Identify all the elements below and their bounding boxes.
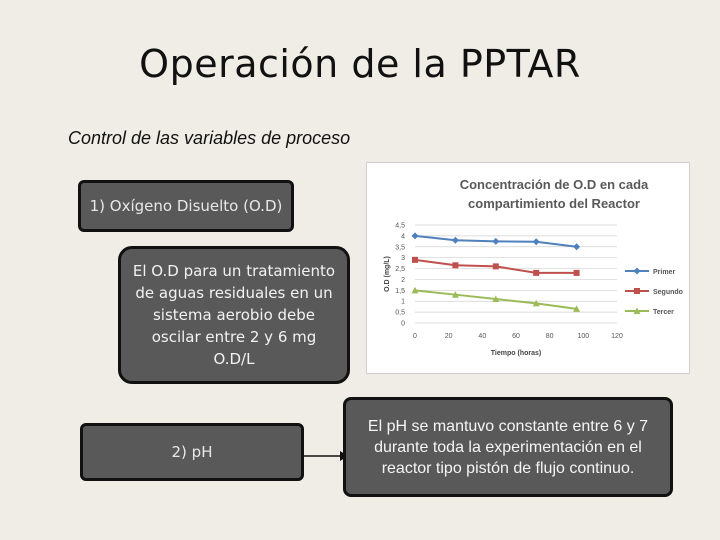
od-chart-svg — [367, 163, 689, 373]
data-point-segundo — [452, 262, 458, 268]
od-description-box — [118, 246, 350, 384]
legend-label-primer: Primer — [653, 269, 676, 276]
data-point-primer — [533, 238, 540, 245]
legend-marker-segundo — [634, 288, 640, 294]
x-tick-label: 80 — [545, 333, 554, 340]
y-tick-label: 4 — [401, 233, 405, 241]
od-description: El O.D para un tratamiento de aguas residuales en un sistema aerobio debe oscilar entre 2 y 6 mg O.D/L — [132, 262, 336, 368]
od-label-box — [78, 180, 294, 232]
ph-description-box — [343, 397, 673, 497]
x-tick-label: 0 — [413, 333, 417, 340]
data-point-primer — [412, 232, 419, 239]
legend-label-segundo: Segundo — [653, 289, 683, 296]
od-chart — [366, 162, 690, 374]
data-point-segundo — [533, 270, 539, 276]
chart-title-line-2: compartimiento del Reactor — [468, 196, 640, 211]
x-tick-label: 20 — [444, 333, 453, 340]
x-axis-label: Tiempo (horas) — [490, 350, 542, 357]
ph-label: 2) pH — [171, 443, 213, 461]
data-point-primer — [573, 243, 580, 250]
y-tick-label: 2,5 — [395, 266, 405, 274]
y-tick-label: 0,5 — [395, 309, 405, 317]
data-point-segundo — [493, 263, 499, 269]
ph-label-box — [80, 423, 304, 481]
y-tick-label: 3,5 — [395, 244, 405, 252]
legend-label-tercer: Tercer — [653, 309, 674, 316]
y-tick-label: 0 — [401, 320, 405, 328]
data-point-primer — [452, 237, 459, 244]
data-point-segundo — [412, 257, 418, 263]
y-tick-label: 1 — [401, 298, 405, 306]
slide-subtitle: Control de las variables de proceso — [68, 128, 351, 148]
x-tick-label: 40 — [478, 333, 487, 340]
od-label: 1) Oxígeno Disuelto (O.D) — [89, 197, 283, 215]
slide-title: Operación de la PPTAR — [139, 42, 581, 86]
x-tick-label: 100 — [577, 333, 590, 340]
y-tick-label: 4,5 — [395, 222, 405, 230]
x-tick-label: 60 — [512, 333, 520, 340]
y-tick-label: 3 — [401, 255, 405, 263]
legend-marker-primer — [634, 268, 641, 275]
y-tick-label: 1,5 — [395, 287, 405, 295]
data-point-segundo — [574, 270, 580, 276]
data-point-primer — [492, 238, 499, 245]
ph-description: El pH se mantuvo constante entre 6 y 7 durante toda la experimentación en el reactor tipo pistón de flujo continuo. — [367, 417, 649, 477]
x-tick-label: 120 — [611, 333, 623, 340]
y-tick-label: 2 — [401, 276, 405, 284]
arrow-right-icon — [304, 449, 348, 463]
chart-title-line-1: Concentración de O.D en cada — [459, 177, 649, 192]
y-axis-label: O.D (mg/L) — [384, 256, 391, 292]
